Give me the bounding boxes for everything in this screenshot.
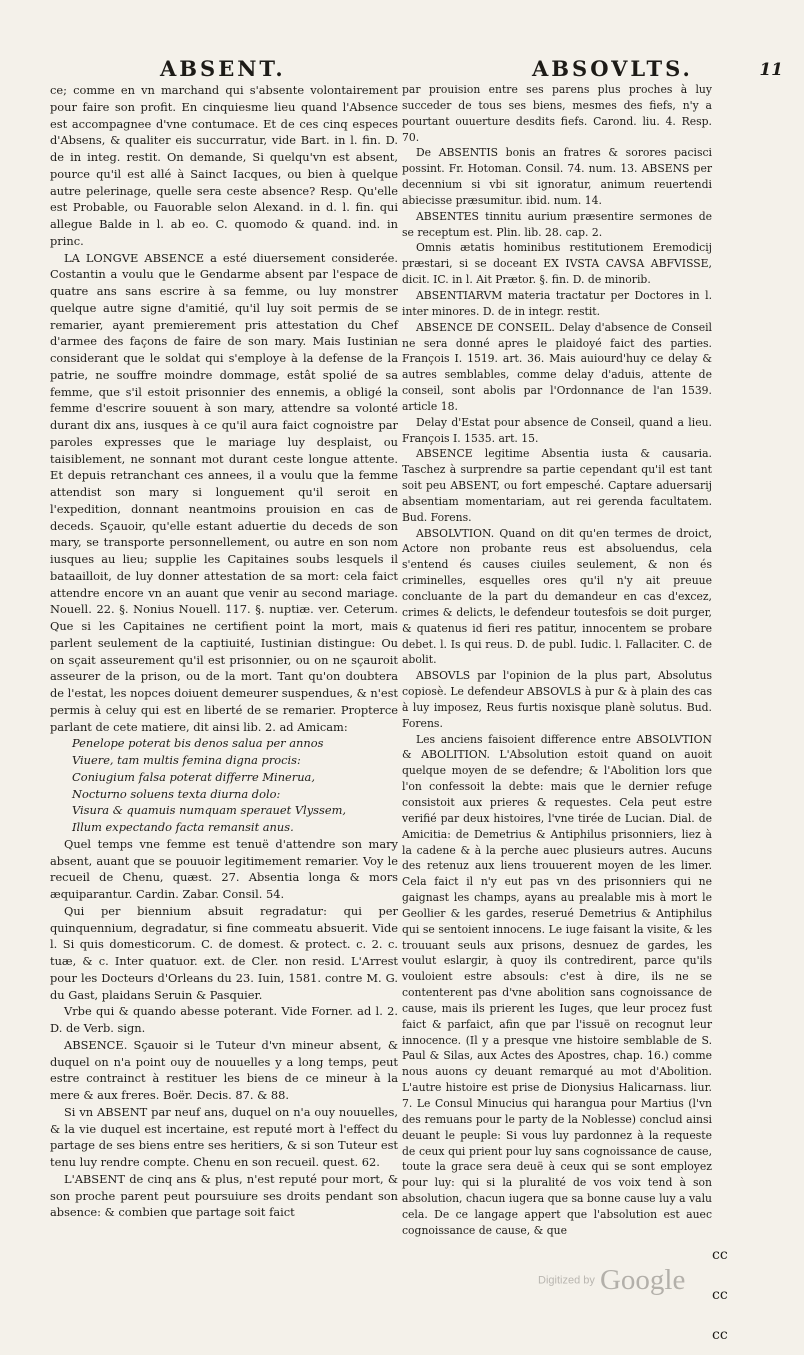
google-watermark [538,1264,685,1297]
paragraph: Qui per biennium absuit regradatur: qui per quinquennium, degradatur, si fine commeatu absuerit. Vide l. Si quis domesticorum. C. de domest. & protect. c. 2. c. tuæ, & c. Inter quatuor. ext. de Cler. non resid. L'Arrest pour les Docteurs d'Orleans du 23. Iuin, 1581. contre M. G. du Gast, plaidans Seruin & Pasquier. [50,903,398,1002]
quote-mark: cc [712,1247,728,1263]
paragraph: ce; comme en vn marchand qui s'absente volontairement pour faire son profit. En cinquiesme lieu quand l'Absence est accompagnee d'vne contumace. Et de ces cinq especes d'Absens, & qualiter eis succurratur, vide Bart. in l. fin. D. de in integ. restit. On demande, Si quelqu'vn est absent, pource qu'il est allé à Sainct Iacques, ou bien à quelque autre pelerinage, quelle sera ceste absence? Resp. Qu'elle est Probable, ou Fauorable selon Alexand. in d. l. fin. qui allegue Balde in l. ab eo. C. quomodo & quand. ind. in princ. [50,83,398,248]
quote-mark: cc [712,1287,728,1303]
verse-line: Visura & quamuis numquam sperauet Vlyssem, [72,803,346,818]
verse-line: Illum expectando facta remansit anus. [72,820,294,834]
digitized-by-label: Digitized by [538,1274,595,1287]
paragraph: ABSENTIARVM materia tractatur per Doctores in l. inter minores. D. de in integr. restit. [402,288,712,318]
paragraph: Omnis ætatis hominibus restitutionem Eremodicij præstari, si se doceant EX IVSTA CAVSA ABFVISSE, dicit. IC. in l. Ait Prætor. §. fin. D. de minorib. [402,241,712,287]
paragraph: Quel temps vne femme est tenuë d'attendre son mary absent, auant que se pouuoir legitimement remarier. Voy le recueil de Chenu, quæst. 27. Absentia longa & mors æquiparantur. Cardin. Zabar. Consil. 54. [50,836,398,901]
paragraph: Delay d'Estat pour absence de Conseil, quand a lieu. François I. 1535. art. 15. [402,415,712,445]
paragraph: De ABSENTIS bonis an fratres & sorores pacisci possint. Fr. Hotoman. Consil. 74. num. 13. ABSENS per decennium si vbi sit ignoratur, animum reuertendi abiecisse præsumitur. ibid. num. 14. [402,146,712,207]
quote-mark: cc [712,1327,728,1343]
paragraph: ABSENCE. Sçauoir si le Tuteur d'vn mineur absent, & duquel on n'a point ouy de nouuelles y a long temps, peut estre contrainct à restituer les biens de ce mineur à la mere & aux freres. Boër. Decis. 87. & 88. [50,1037,398,1102]
verse-line: Penelope poterat bis denos salua per annos [72,736,324,751]
right-text-column [402,82,712,1239]
paragraph: Vrbe qui & quando abesse poterant. Vide Forner. ad l. 2. D. de Verb. sign. [50,1004,398,1035]
paragraph: Si vn ABSENT par neuf ans, duquel on n'a ouy nouuelles, & la vie duquel est incertaine, est reputé mort à l'effect du partage de ses biens entre ses heritiers, & si son Tuteur est tenu luy rendre compte. Chenu en son recueil. quest. 62. [50,1104,398,1169]
left-text-column [50,82,398,1221]
paragraph: Les anciens faisoient difference entre ABSOLVTION & ABOLITION. L'Absolution estoit quand on auoit quelque moyen de se defendre; & l'Abolition lors que l'on confessoit la debte: mais que le dernier refuge consistoit aux prieres & requestes. Cela peut estre verifié par deux histoires, l'vne tirée de Lucian. Dial. de Amicitia: de Demetrius & Antiphilus prisonniers, liez à la cadene & à la perche auec plusieurs autres. Aucuns des retenuz aux liens trouuerent moyen de les limer. Cela faict il n'y eut pas vn des prisonniers qui ne gaignast les champs, ayans au prealable mis à mort le Geollier & les gardes, reserué Demetrius & Antiphilus qui se sentoient innocens. Le iuge faisant la visite, & les trouuant seuls aux prisons, desnuez de gardes, les voulut eslargir, à quoy ils contredirent, parce qu'ils vouloient estre absouls: c'est à dire, ils ne se contenterent pas d'vne abolition sans cognoissance de cause, mais ils prierent les Iuges, que leur procez fust faict & parfaict, afin que par l'issuë on recognut leur innocence. (Il y a presque vne histoire semblable de S. Paul & Silas, aux Actes des Apostres, chap. 16.) comme nous auons cy deuant remarqué au mot d'Abolition. L'autre histoire est prise de Dionysius Halicarnass. liur. 7. Le Consul Minucius qui harangua pour Martius (l'vn des remuans pour le party de la Noblesse) conclud ainsi deuant le peuple: Si vous luy pardonnez à la requeste de ceux qui prient pour luy sans cognoissance de cause, toute la grace sera deuë à ceux qui se sont employez pour luy: qui si la pluralité de vos voix tend à son absolution, chacun iugera que sa bonne cause luy a valu cela. De ce langage appert que l'absolution est auec cognoissance de cause, & que [402,732,712,1237]
verse-line: Nocturno soluens texta diurna dolo: [72,786,281,801]
paragraph: ABSENCE DE CONSEIL. Delay d'absence de Conseil ne sera donné apres le plaidoyé faict des parties. François I. 1519. art. 36. Mais auiourd'huy ce delay & autres semblables, comme delay d'aduis, attente de conseil, sont abolis par l'Ordonnance de l'an 1539. article 18. [402,320,712,413]
paragraph: ABSENTES tinnitu aurium præsentire sermones de se receptum est. Plin. lib. 28. cap. 2. [402,209,712,239]
paragraph: LA LONGVE ABSENCE a esté diuersement considerée. Costantin a voulu que le Gendarme absent par l'espace de quatre ans sans escrire à sa femme, ou luy monstrer quelque autre signe d'amitié, qu'il luy soit permis de se remarier, ayant premierement pris attestation du Chef d'armee des façons de faire de son mary. Mais Iustinian considerant que le soldat qui s'employe à la defense de la patrie, ne souffre moindre dommage, estât spolié de sa femme, que s'il estoit prisonnier des ennemis, a obligé la femme d'escrire souuent à son mary, attendre sa volonté durant dix ans, iusques à ce qu'il aura faict cognoistre par paroles expresses que le mariage luy desplaist, ou taisiblement, ne sonnant mot durant ceste longue attente. Et depuis retranchant ces annees, il a voulu que la femme attendist son mary si longuement qu'il seroit en l'expedition, donnant neantmoins prouision en cas de deceds. Sçauoir, qu'elle estant aduertie du deceds de son mary, se transporte personnellement, ou autre en son nom iusques au lieu; supplie les Capitaines soubs lesquels il bataailloit, de luy donner attestation de sa mort: cela faict attendre encore vn an auant que venir au second mariage. Nouell. 22. §. Nonius Nouell. 117. §. nuptiæ. ver. Ceterum. Que si les Capitaines ne certifient point la mort, mais parlent seulement de la captiuité, Iustinian distingue: Ou on sçait asseurement qu'il est prisonnier, ou on ne sçauroit asseurer de la prison, ou de la mort. Tant qu'on doubtera de l'estat, les nopces doiuent demeurer suspendues, & n'est permis à celuy qui est en liberté de se remarier. Propterce parlant de cete matiere, dit ainsi lib. 2. ad Amicam: [50,250,398,734]
paragraph: ABSENCE legitime Absentia iusta & causaria. Taschez à surprendre sa partie cependant qu'il est tant soit peu ABSENT, ou fort empesché. Captare aduersarij absentiam momentariam, aut rei gerenda facultatem. Bud. Forens. [402,447,712,524]
left-running-title: ABSENT. [160,56,286,81]
right-running-title: ABSOVLTS. [532,56,693,81]
google-logo: Google [599,1264,686,1296]
paragraph: par prouision entre ses parens plus proches à luy succeder de tous ses biens, mesmes des fiefs, n'y a pourtant ouuerture desdits fiefs. Carond. liu. 4. Resp. 70. [402,83,712,144]
paragraph: L'ABSENT de cinq ans & plus, n'est reputé pour mort, & son proche parent peut poursuiure ses droits pendant son absence: & combien que partage soit faict [50,1171,398,1220]
paragraph: ABSOVLS par l'opinion de la plus part, Absolutus copiosè. Le defendeur ABSOVLS à pur & à plain des cas à luy imposez, Reus furtis noxisque planè solutus. Bud. Forens. [402,669,712,730]
verse-line: Viuere, tam multis femina digna procis: [72,753,301,767]
verse-line: Coniugium falsa poterat differre Minerua, [72,769,315,784]
paragraph: ABSOLVTION. Quand on dit qu'en termes de droict, Actore non probante reus est absoluendus, cela s'entend és causes ciuiles seulement, & non és criminelles, esquelles ores qu'il n'y ait preuue concluante de la part du demandeur en cas d'excez, crimes & delicts, le defendeur toutesfois se doit purger, & quatenus id fieri res patitur, innocentem se probare debet. l. Is qui reus. D. de publ. Iudic. l. Fallaciter. C. de abolit. [402,526,712,667]
page-number: 11 [759,60,783,80]
margin-quote-marks [712,1235,728,1355]
